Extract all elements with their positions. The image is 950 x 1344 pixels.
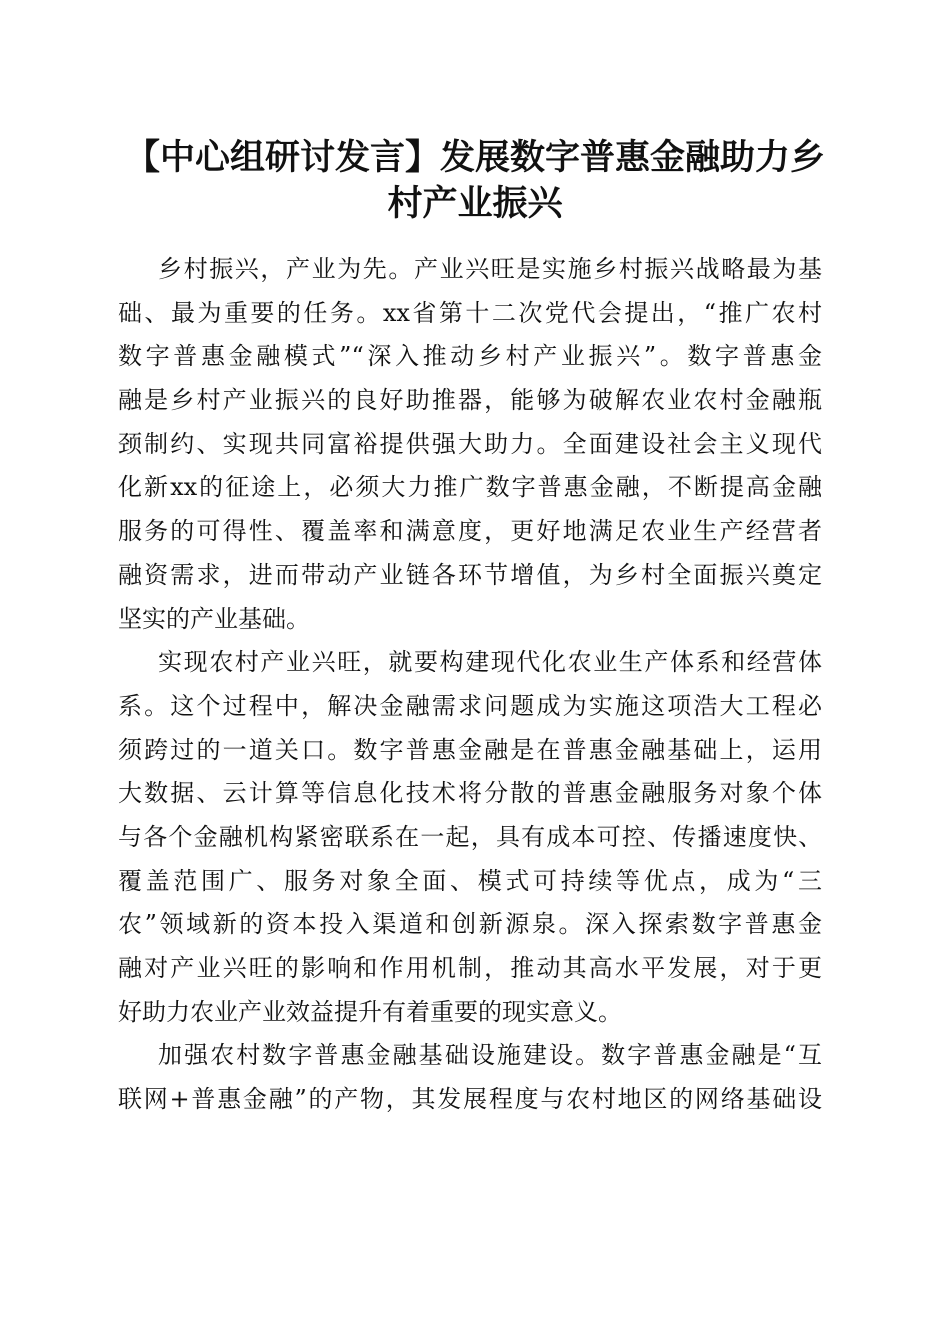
text-line: 础、最为重要的任务。xx省第十二次党代会提出，“推广农村: [118, 298, 822, 327]
text-line: 加强农村数字普惠金融基础设施建设。数字普惠金融是“互: [158, 1041, 822, 1070]
text-line: 坚实的产业基础。: [118, 604, 310, 633]
text-line: 好助力农业产业效益提升有着重要的现实意义。: [118, 997, 622, 1026]
text-line: 大数据、云计算等信息化技术将分散的普惠金融服务对象个体: [118, 779, 822, 808]
title-line: 【中心组研讨发言】发展数字普惠金融助力乡: [124, 137, 825, 178]
text-line: 系。这个过程中，解决金融需求问题成为实施这项浩大工程必: [118, 691, 822, 720]
text-line: 农”领域新的资本投入渠道和创新源泉。深入探索数字普惠金: [118, 910, 822, 939]
text-line: 覆盖范围广、服务对象全面、模式可持续等优点，成为“三: [118, 866, 822, 895]
paragraph: [118, 1034, 822, 1121]
text-line: 须跨过的一道关口。数字普惠金融是在普惠金融基础上，运用: [118, 735, 822, 764]
text-line: 服务的可得性、覆盖率和满意度，更好地满足农业生产经营者: [118, 517, 822, 546]
text-line: 颈制约、实现共同富裕提供强大助力。全面建设社会主义现代: [118, 429, 822, 458]
document-body: [118, 248, 822, 1122]
paragraph: [118, 641, 822, 1034]
document-title: [100, 135, 850, 227]
text-line: 数字普惠金融模式”“深入推动乡村产业振兴”。数字普惠金: [118, 342, 822, 371]
text-line: 实现农村产业兴旺，就要构建现代化农业生产体系和经营体: [158, 648, 822, 677]
text-line: 融是乡村产业振兴的良好助推器，能够为破解农业农村金融瓶: [118, 386, 822, 415]
paragraph: [118, 248, 822, 641]
title-line: 村产业振兴: [387, 183, 563, 224]
text-line: 融对产业兴旺的影响和作用机制，推动其高水平发展，对于更: [118, 954, 822, 982]
text-line: 乡村振兴，产业为先。产业兴旺是实施乡村振兴战略最为基: [158, 255, 822, 283]
text-line: 融资需求，进而带动产业链各环节增值，为乡村全面振兴奠定: [118, 560, 822, 589]
text-line: 化新xx的征途上，必须大力推广数字普惠金融，不断提高金融: [118, 473, 822, 502]
text-line: 与各个金融机构紧密联系在一起，具有成本可控、传播速度快、: [118, 822, 822, 851]
text-line: 联网+普惠金融”的产物，其发展程度与农村地区的网络基础设: [118, 1085, 822, 1114]
